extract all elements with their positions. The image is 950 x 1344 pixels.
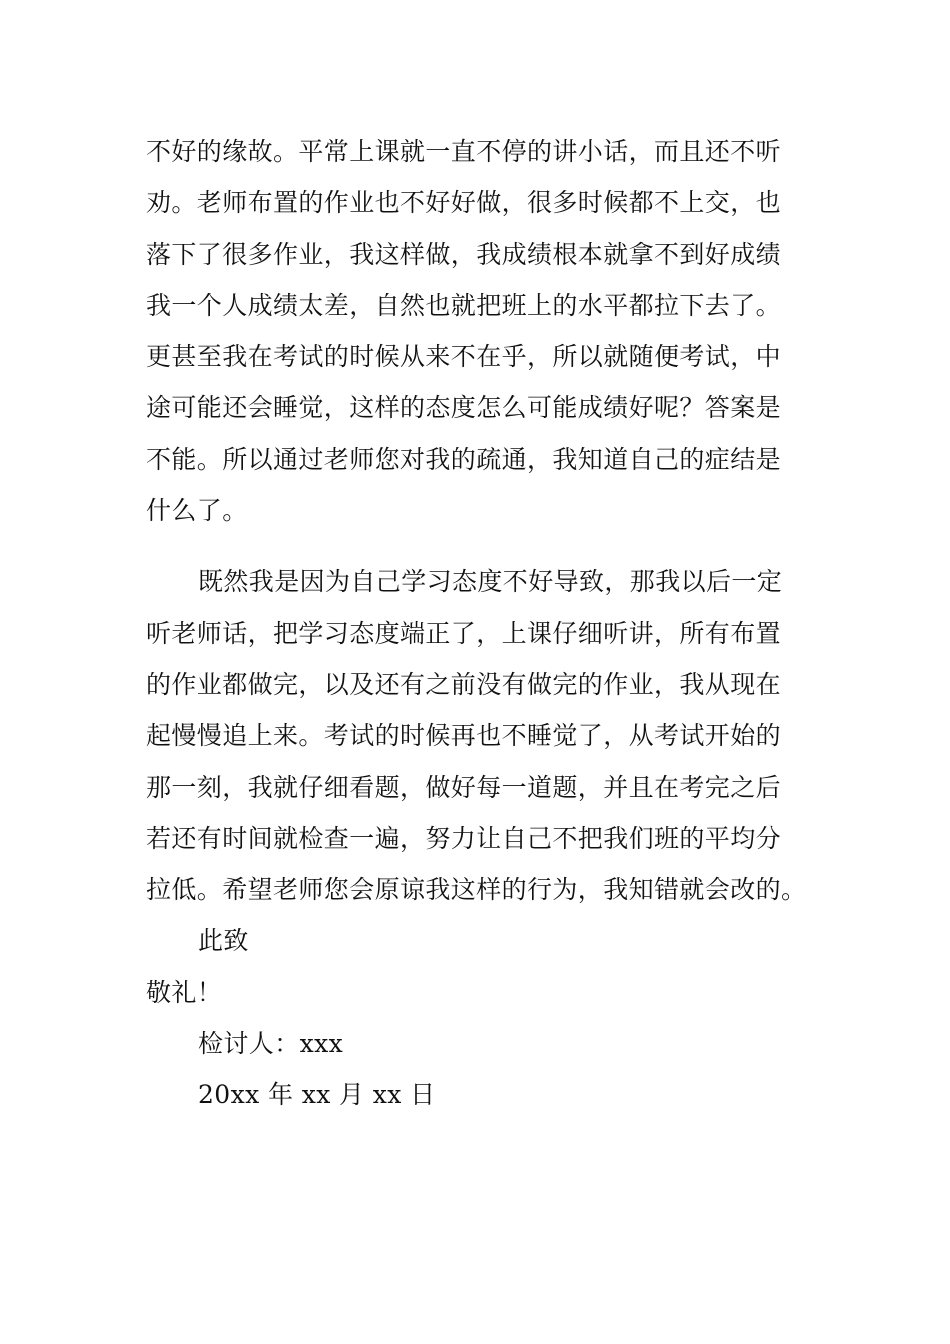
- text-line: 那一刻，我就仔细看题，做好每一道题，并且在考完之后: [146, 772, 782, 802]
- text-line: 若还有时间就检查一遍，努力让自己不把我们班的平均分: [146, 823, 782, 853]
- text-line: 既然我是因为自己学习态度不好导致，那我以后一定: [198, 567, 783, 597]
- text-line: 什么了。: [146, 496, 248, 526]
- paragraph-2: [146, 556, 810, 915]
- closing-line: 此致: [198, 926, 249, 956]
- paragraph-gap: [146, 536, 810, 556]
- text-line: 劝。老师布置的作业也不好好做，很多时候都不上交，也: [146, 188, 782, 218]
- letter-body: [146, 126, 810, 1121]
- text-line: 不好的缘故。平常上课就一直不停的讲小话，而且还不听: [146, 137, 782, 166]
- text-line: 拉低。希望老师您会原谅我这样的行为，我知错就会改的。: [146, 875, 807, 905]
- salute-line: 敬礼！: [146, 977, 223, 1007]
- text-line: 的作业都做完，以及还有之前没有做完的作业，我从现在: [146, 669, 782, 699]
- signature-line: 检讨人：xxx: [198, 1029, 344, 1059]
- paragraph-1: [146, 126, 810, 536]
- text-line: 起慢慢追上来。考试的时候再也不睡觉了，从考试开始的: [146, 721, 782, 751]
- text-line: 落下了很多作业，我这样做，我成绩根本就拿不到好成绩: [146, 239, 782, 269]
- text-line: 我一个人成绩太差，自然也就把班上的水平都拉下去了。: [146, 290, 782, 320]
- text-line: 听老师话，把学习态度端正了，上课仔细听讲，所有布置: [146, 618, 782, 648]
- text-line: 不能。所以通过老师您对我的疏通，我知道自己的症结是: [146, 444, 782, 474]
- text-line: 途可能还会睡觉，这样的态度怎么可能成绩好呢？答案是: [146, 393, 782, 423]
- date-line: 20xx 年 xx 月 xx 日: [198, 1080, 436, 1110]
- text-line: 更甚至我在考试的时候从来不在乎，所以就随便考试，中: [146, 342, 782, 372]
